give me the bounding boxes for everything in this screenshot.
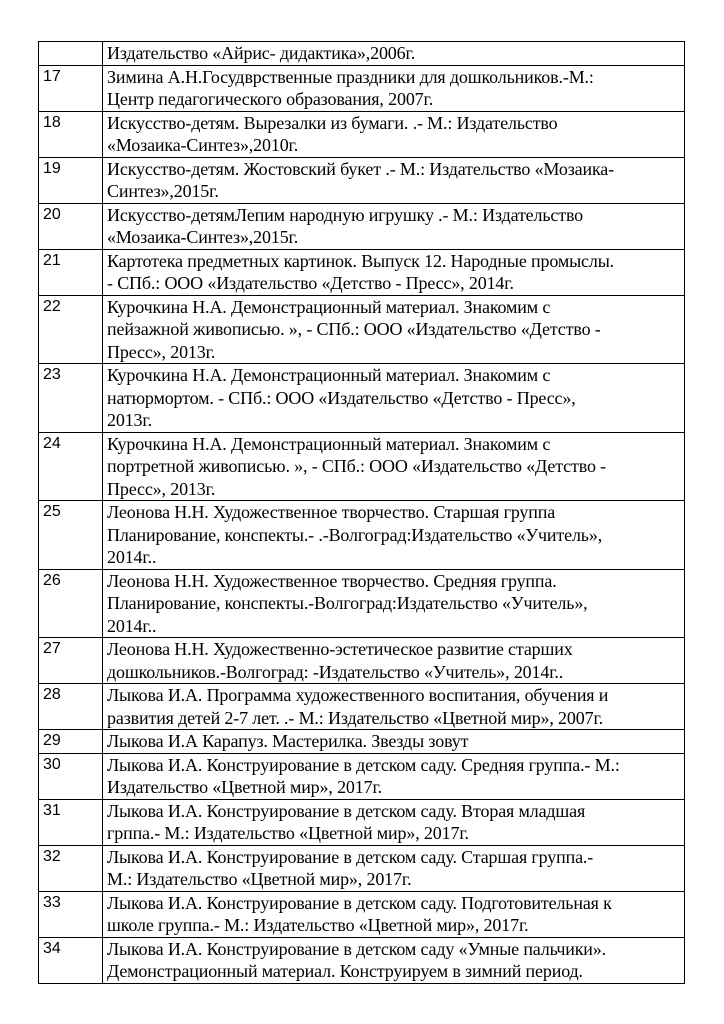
reference-text-line: 2014г.. (107, 547, 157, 567)
table-row (39, 501, 685, 570)
reference-text-line: пейзажной живописью. », - СПб.: ООО «Издательство «Детство - (107, 319, 601, 339)
reference-text-line: Курочкина Н.А. Демонстрационный материал. Знакомим с (107, 365, 551, 385)
reference-text-line: Леонова Н.Н. Художественное творчество. Средняя группа. (107, 570, 557, 591)
reference-text-line: Пресс», 2013г. (107, 341, 216, 362)
row-number: 34 (39, 937, 103, 983)
reference-text-line: Искусство-детям. Вырезалки из бумаги. .- М.: Издательство (107, 112, 558, 133)
reference-text-line: Леонова Н.Н. Художественно-эстетическое развитие старших (107, 639, 573, 659)
reference-entry (103, 249, 685, 295)
reference-entry (103, 295, 685, 364)
table-row (39, 249, 685, 295)
row-number: 30 (39, 753, 103, 799)
reference-text-line: школе группа.- М.: Издательство «Цветной мир», 2017г. (107, 915, 529, 935)
reference-text-line: Синтез»,2015г. (107, 181, 219, 201)
reference-text-line: «Мозаика-Синтез»,2015г. (107, 227, 299, 247)
row-number: 32 (39, 845, 103, 891)
table-row (39, 203, 685, 249)
reference-text-line: Искусство-детямЛепим народную игрушку .- М.: Издательство (107, 204, 584, 225)
reference-text-line: Картотека предметных картинок. Выпуск 12. Народные промыслы. (107, 250, 614, 271)
table-row (39, 684, 685, 730)
table-row (39, 753, 685, 799)
row-number: 25 (39, 501, 103, 570)
reference-text-line: Курочкина Н.А. Демонстрационный материал. Знакомим с (107, 433, 551, 454)
table-row (39, 569, 685, 638)
table-row (39, 799, 685, 845)
row-number: 27 (39, 638, 103, 684)
reference-text-line: Демонстрационный материал. Конструируем в зимний период. (107, 961, 583, 981)
reference-text-line: Курочкина Н.А. Демонстрационный материал. Знакомим с (107, 296, 551, 317)
reference-text-line: Планирование, конспекты.- .-Волгоград:Издательство «Учитель», (107, 524, 603, 545)
reference-text-line: Центр педагогического образования, 2007г. (107, 89, 434, 109)
reference-text-line: Издательство «Айрис- дидактика»,2006г. (107, 43, 416, 63)
table-row (39, 364, 685, 433)
reference-text-line: Лыкова И.А. Конструирование в детском саду «Умные пальчики». (107, 938, 606, 959)
row-number: 17 (39, 65, 103, 111)
reference-entry (103, 753, 685, 799)
table-row (39, 65, 685, 111)
reference-text-line: дошкольников.-Волгоград: -Издательство «Учитель», 2014г.. (107, 661, 564, 682)
reference-text-line: Лыкова И.А Карапуз. Мастерилка. Звезды зовут (107, 731, 469, 751)
reference-entry (103, 203, 685, 249)
reference-text-line: портретной живописью. », - СПб.: ООО «Издательство «Детство - (107, 456, 607, 476)
reference-entry (103, 937, 685, 983)
row-number: 31 (39, 799, 103, 845)
row-number: 18 (39, 111, 103, 157)
row-number: 23 (39, 364, 103, 433)
reference-text-line: 2014г.. (107, 615, 157, 636)
reference-text-line: Лыкова И.А. Конструирование в детском саду. Подготовительная к (107, 892, 612, 913)
reference-text-line: М.: Издательство «Цветной мир», 2017г. (107, 869, 412, 889)
bibliography-table (38, 41, 685, 984)
table-row (39, 157, 685, 203)
table-row (39, 432, 685, 501)
reference-text-line: Леонова Н.Н. Художественное творчество. Старшая группа (107, 502, 556, 522)
reference-entry (103, 891, 685, 937)
row-number (39, 42, 103, 66)
row-number: 33 (39, 891, 103, 937)
reference-text-line: Пресс», 2013г. (107, 478, 216, 499)
reference-entry (103, 845, 685, 891)
table-row (39, 638, 685, 684)
row-number: 24 (39, 432, 103, 501)
reference-entry (103, 157, 685, 203)
table-row (39, 295, 685, 364)
reference-text-line: развития детей 2-7 лет. .- М.: Издательство «Цветной мир», 2007г. (107, 707, 604, 728)
reference-text-line: Лыкова И.А. Конструирование в детском саду. Вторая младшая (107, 800, 586, 821)
reference-entry (103, 364, 685, 433)
row-number: 22 (39, 295, 103, 364)
table-row (39, 891, 685, 937)
row-number: 29 (39, 730, 103, 754)
reference-text-line: грппа.- М.: Издательство «Цветной мир», 2017г. (107, 823, 469, 843)
reference-text-line: «Мозаика-Синтез»,2010г. (107, 135, 299, 155)
reference-entry (103, 569, 685, 638)
reference-text-line: Лыкова И.А. Программа художественного воспитания, обучения и (107, 685, 609, 705)
row-number: 20 (39, 203, 103, 249)
reference-entry (103, 730, 685, 754)
reference-entry (103, 111, 685, 157)
reference-text-line: Зимина А.Н.Госудврственные праздники для дошкольников.-М.: (107, 66, 594, 87)
row-number: 26 (39, 569, 103, 638)
reference-text-line: 2013г. (107, 410, 152, 430)
row-number: 28 (39, 684, 103, 730)
table-row (39, 730, 685, 754)
reference-entry (103, 432, 685, 501)
table-row (39, 111, 685, 157)
table-row (39, 42, 685, 66)
reference-text-line: Планирование, конспекты.-Волгоград:Издательство «Учитель», (107, 593, 588, 613)
reference-entry (103, 65, 685, 111)
reference-entry (103, 638, 685, 684)
reference-text-line: Издательство «Цветной мир», 2017г. (107, 777, 383, 797)
table-row (39, 845, 685, 891)
reference-text-line: Лыкова И.А. Конструирование в детском саду. Средняя группа.- М.: (107, 754, 620, 775)
reference-text-line: натюрмортом. - СПб.: ООО «Издательство «Детство - Пресс», (107, 387, 576, 408)
reference-text-line: Искусство-детям. Жостовский букет .- М.: Издательство «Мозаика- (107, 158, 614, 179)
reference-entry (103, 501, 685, 570)
reference-entry (103, 684, 685, 730)
row-number: 21 (39, 249, 103, 295)
row-number: 19 (39, 157, 103, 203)
reference-entry (103, 42, 685, 66)
reference-entry (103, 799, 685, 845)
reference-text-line: Лыкова И.А. Конструирование в детском саду. Старшая группа.- (107, 846, 594, 867)
table-row (39, 937, 685, 983)
reference-text-line: - СПб.: ООО «Издательство «Детство - Пресс», 2014г. (107, 273, 514, 293)
